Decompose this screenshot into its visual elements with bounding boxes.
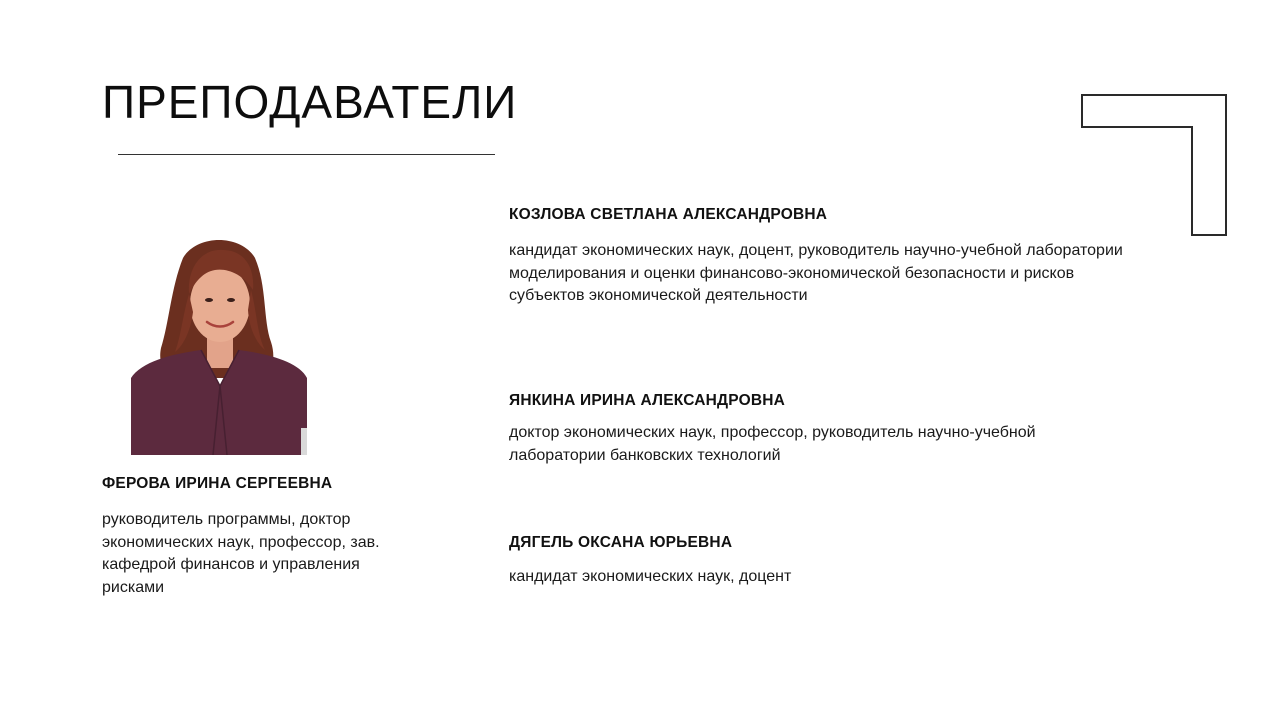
lead-description: руководитель программы, доктор экономических наук, профессор, зав. кафедрой финансов и управления рисками <box>102 511 380 596</box>
lead-portrait-photo <box>131 228 307 455</box>
lead-name: ФЕРОВА ИРИНА СЕРГЕЕВНА <box>102 475 333 492</box>
teacher-description: доктор экономических наук, профессор, руководитель научно-учебной лаборатории банковских технологий <box>509 424 1036 464</box>
title-underline <box>118 154 495 155</box>
teacher-name: ДЯГЕЛЬ ОКСАНА ЮРЬЕВНА <box>509 534 733 551</box>
teacher-name: КОЗЛОВА СВЕТЛАНА АЛЕКСАНДРОВНА <box>509 206 828 223</box>
page-title: ПРЕПОДАВАТЕЛИ <box>102 76 518 128</box>
corner-frame-decoration <box>1080 93 1230 239</box>
teacher-description: кандидат экономических наук, доцент, руководитель научно-учебной лаборатории моделирования и оценки финансово-экономической безопасности и рисков субъектов экономической деятельности <box>509 242 1123 304</box>
teacher-name: ЯНКИНА ИРИНА АЛЕКСАНДРОВНА <box>509 392 786 409</box>
teacher-description: кандидат экономических наук, доцент <box>509 568 792 585</box>
